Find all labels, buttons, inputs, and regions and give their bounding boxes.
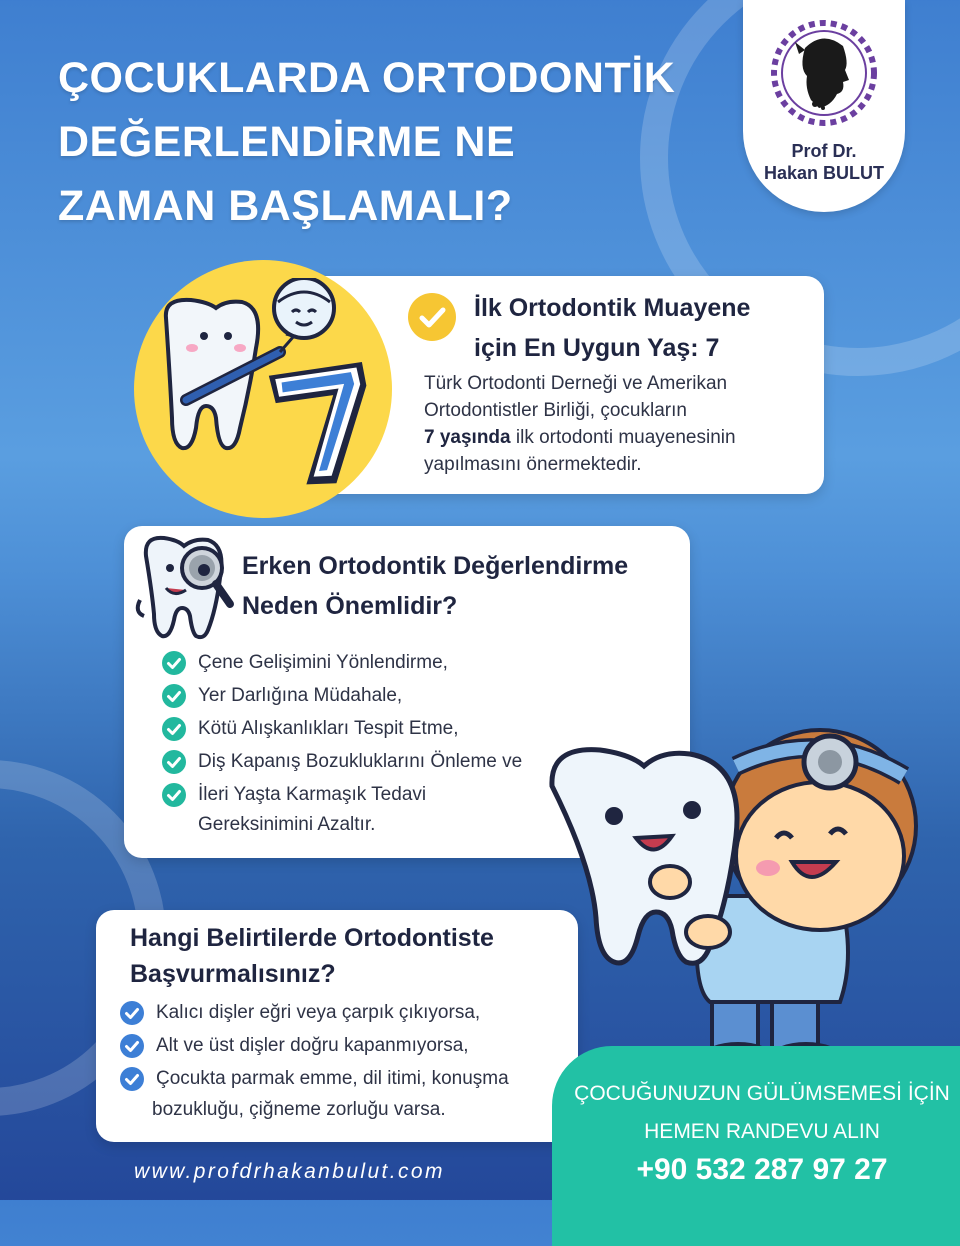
importance-item-1: Çene Gelişimini Yönlendirme,	[198, 652, 448, 673]
list-item	[120, 1065, 570, 1092]
importance-item-3: Kötü Alışkanlıkları Tespit Etme,	[198, 718, 459, 739]
cta-panel	[552, 1046, 960, 1246]
logo-girl-profile	[765, 8, 883, 138]
section1-heading-line-2: için En Uygun Yaş: 7	[474, 334, 720, 362]
symptoms-list	[120, 999, 570, 1123]
section1-body-line-3	[424, 424, 814, 451]
list-item	[162, 781, 582, 808]
section3-heading-line-1: Hangi Belirtilerde Ortodontiste	[130, 924, 494, 952]
check-icon	[162, 717, 186, 741]
importance-item-2: Yer Darlığına Müdahale,	[198, 685, 403, 706]
list-item	[162, 748, 582, 775]
list-item	[162, 715, 582, 742]
section1-body-line-2: Ortodontistler Birliği, çocukların	[424, 400, 687, 421]
symptom-item-3: Çocukta parmak emme, dil itimi, konuşma	[156, 1068, 509, 1089]
list-item-continuation	[120, 1096, 570, 1123]
section1-body-line-1: Türk Ortodonti Derneği ve Amerikan	[424, 373, 728, 394]
section1-heading-line-1: İlk Ortodontik Muayene	[474, 294, 751, 322]
page-title	[58, 46, 676, 238]
title-line-3: ZAMAN BAŞLAMALI?	[58, 182, 513, 230]
magnifier-tooth-icon	[134, 532, 244, 644]
check-icon	[162, 783, 186, 807]
list-item-continuation	[162, 811, 582, 838]
dentist-boy-illustration	[540, 706, 930, 1086]
check-icon	[162, 651, 186, 675]
list-item	[162, 649, 582, 676]
section1-body-line-4: yapılmasını önermektedir.	[424, 454, 642, 475]
logo-name-line-2: Hakan BULUT	[763, 163, 884, 183]
cta-line-2: HEMEN RANDEVU ALIN	[644, 1120, 880, 1143]
list-item	[162, 682, 582, 709]
check-icon	[408, 293, 456, 341]
list-item	[120, 999, 570, 1026]
check-icon	[162, 750, 186, 774]
importance-item-5: İleri Yaşta Karmaşık Tedavi	[198, 784, 427, 805]
website-link[interactable]: www.profdrhakanbulut.com	[134, 1160, 445, 1183]
section1-body-line-3-rest: ilk ortodonti muayenesinin	[510, 427, 736, 448]
importance-item-4: Diş Kapanış Bozukluklarını Önleme ve	[198, 751, 523, 772]
section1-body-bold: 7 yaşında	[424, 427, 511, 448]
section3-heading-line-2: Başvurmalısınız?	[130, 960, 336, 988]
section2-heading-line-1: Erken Ortodontik Değerlendirme	[242, 552, 629, 580]
section2-heading-line-2: Neden Önemlidir?	[242, 592, 458, 620]
section1-body	[424, 370, 814, 478]
symptom-item-1: Kalıcı dişler eğri veya çarpık çıkıyorsa,	[156, 1002, 481, 1023]
symptom-item-4: bozukluğu, çiğneme zorluğu varsa.	[152, 1099, 446, 1120]
importance-item-6: Gereksinimini Azaltır.	[198, 814, 376, 835]
cta-phone-number[interactable]: +90 532 287 97 27	[636, 1153, 888, 1186]
title-line-1: ÇOCUKLARDA ORTODONTİK	[58, 54, 676, 102]
logo-name-line-1: Prof Dr.	[791, 141, 857, 161]
logo-card	[743, 0, 905, 212]
importance-list	[162, 649, 582, 838]
title-line-2: DEĞERLENDİRME NE	[58, 118, 516, 166]
check-icon	[162, 684, 186, 708]
list-item	[120, 1032, 570, 1059]
cta-line-1: ÇOCUĞUNUZUN GÜLÜMSEMESİ İÇİN	[574, 1082, 950, 1105]
check-icon	[120, 1034, 144, 1058]
symptom-item-2: Alt ve üst dişler doğru kapanmıyorsa,	[156, 1035, 469, 1056]
check-icon	[120, 1067, 144, 1091]
tooth-mascot-icon	[146, 278, 376, 498]
check-icon	[120, 1001, 144, 1025]
